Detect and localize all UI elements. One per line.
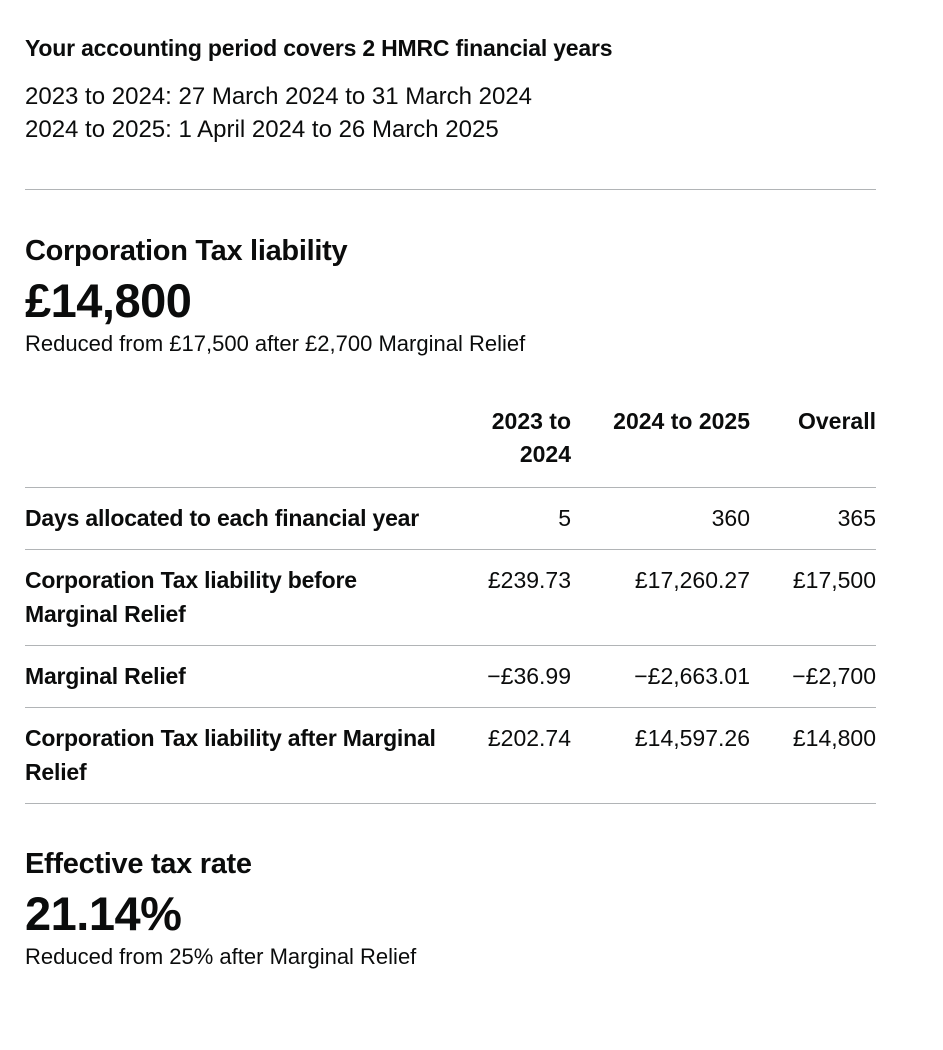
liability-amount: £14,800 — [25, 274, 192, 327]
section-divider — [25, 189, 876, 190]
table-row — [25, 488, 876, 550]
cell-after-fy2: £14,597.26 — [634, 725, 750, 751]
period-details — [25, 80, 876, 146]
financial-year-2-range: 2024 to 2025: 1 April 2024 to 26 March 2025 — [25, 116, 499, 143]
cell-after-fy1: £202.74 — [487, 725, 571, 751]
effective-rate-note: Reduced from 25% after Marginal Relief — [25, 944, 417, 969]
liability-breakdown — [25, 405, 876, 804]
results-page — [25, 0, 876, 972]
cell-before-overall: £17,500 — [792, 567, 876, 593]
liability-heading: Corporation Tax liability — [25, 235, 348, 267]
breakdown-table — [25, 405, 876, 804]
table-row — [25, 550, 876, 646]
effective-rate-heading: Effective tax rate — [25, 848, 252, 880]
cell-relief-fy1: −£36.99 — [487, 663, 571, 689]
row-label-after-relief: Corporation Tax liability after Marginal Relief — [25, 725, 436, 785]
row-label-marginal-relief: Marginal Relief — [25, 663, 186, 689]
cell-days-overall: 365 — [837, 505, 876, 531]
financial-year-1-range: 2023 to 2024: 27 March 2024 to 31 March 2024 — [25, 83, 533, 110]
table-header-blank — [25, 405, 443, 488]
cell-days-fy1: 5 — [558, 505, 571, 531]
effective-rate-amount: 21.14% — [25, 887, 182, 940]
period-heading: Your accounting period covers 2 HMRC financial years — [25, 35, 613, 61]
cell-relief-overall: −£2,700 — [792, 663, 876, 689]
table-header-row — [25, 405, 876, 488]
cell-before-fy2: £17,260.27 — [634, 567, 750, 593]
table-row — [25, 646, 876, 708]
cell-days-fy2: 360 — [711, 505, 750, 531]
table-row — [25, 708, 876, 804]
liability-note: Reduced from £17,500 after £2,700 Marginal Relief — [25, 331, 526, 356]
column-header-fy2: 2024 to 2025 — [571, 405, 750, 488]
cell-before-fy1: £239.73 — [487, 567, 571, 593]
column-header-overall: Overall — [750, 405, 876, 488]
row-label-days: Days allocated to each financial year — [25, 505, 419, 531]
cell-relief-fy2: −£2,663.01 — [634, 663, 750, 689]
cell-after-overall: £14,800 — [792, 725, 876, 751]
column-header-fy1: 2023 to 2024 — [443, 405, 571, 488]
row-label-before-relief: Corporation Tax liability before Marginal Relief — [25, 567, 357, 627]
